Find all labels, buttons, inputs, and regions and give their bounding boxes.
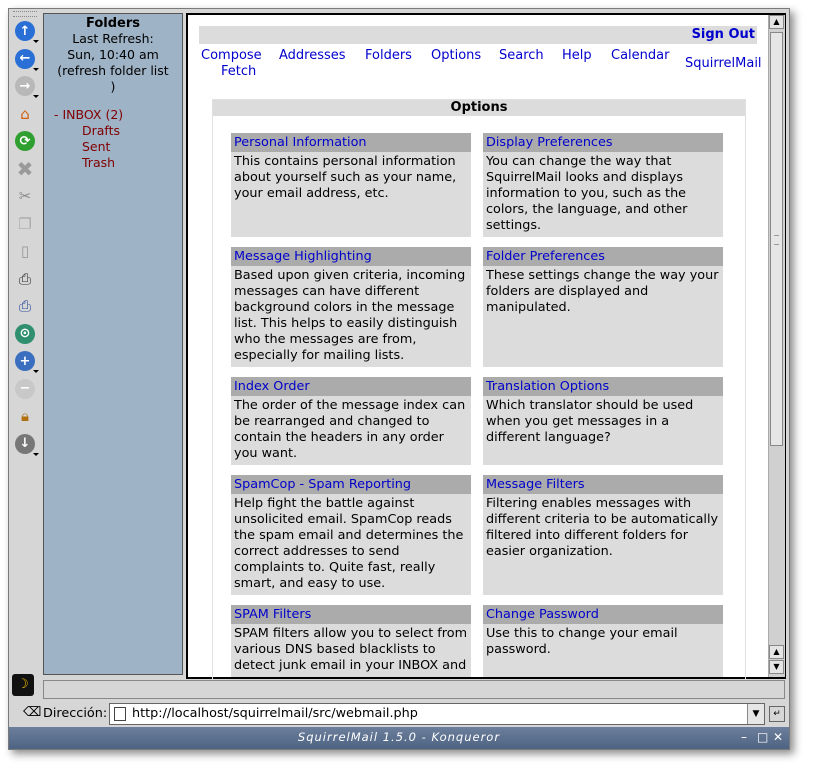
window-title: SquirrelMail 1.5.0 - Konqueror: [297, 730, 501, 744]
home-button[interactable]: [13, 102, 37, 126]
back-icon: ←: [15, 49, 35, 69]
folder-sent[interactable]: Sent: [82, 139, 111, 154]
folder-pane: [43, 13, 183, 675]
folder-list: [44, 107, 182, 171]
last-refresh-label: Last Refresh:: [72, 31, 154, 46]
scroll-thumb[interactable]: [770, 32, 783, 446]
vertical-toolbar: [11, 11, 39, 673]
up-button[interactable]: [13, 19, 37, 43]
option-card: [483, 605, 723, 677]
sign-out-link[interactable]: Sign Out: [691, 27, 755, 42]
zoom-view-button[interactable]: [13, 322, 37, 346]
option-link[interactable]: Message Filters: [483, 475, 723, 494]
option-description: Filtering enables messages with different criteria to be automatically filtered into different folders for easier organization.: [486, 496, 719, 559]
option-card: [483, 247, 723, 367]
window-titlebar: [9, 727, 789, 749]
status-bar: [43, 680, 785, 699]
stop-button[interactable]: [13, 157, 37, 181]
paste-button[interactable]: [13, 239, 37, 263]
url-input[interactable]: [109, 703, 765, 725]
option-description: This contains personal information about yourself such as your name, your email address, etc.: [234, 154, 457, 201]
zoom-out-icon: −: [15, 379, 35, 399]
option-link[interactable]: SPAM Filters: [231, 605, 471, 624]
print-frame-icon: ⎙: [18, 297, 31, 315]
option-card: [483, 475, 723, 595]
location-label: Dirección:: [43, 706, 108, 721]
url-text[interactable]: http://localhost/squirrelmail/src/webmail.php: [132, 706, 418, 721]
last-refresh-time: Sun, 10:40 am: [67, 47, 159, 62]
option-card: [231, 133, 471, 237]
option-link[interactable]: Change Password: [483, 605, 723, 624]
nav-addresses[interactable]: Addresses: [279, 48, 346, 63]
option-card: [483, 377, 723, 465]
scroll-up-button[interactable]: ▲: [769, 15, 784, 29]
copy-icon: ❐: [18, 214, 32, 233]
option-card: [231, 247, 471, 367]
refresh-folder-list-link-end[interactable]: ): [110, 79, 116, 94]
options-title: Options: [213, 100, 745, 116]
print-icon: ⎙: [18, 269, 31, 288]
option-card: [483, 133, 723, 237]
paste-icon: ▯: [20, 242, 30, 260]
stop-icon: ✖: [16, 156, 34, 181]
folders-title: Folders: [85, 16, 140, 31]
print-frame-button[interactable]: [13, 294, 37, 318]
close-icon[interactable]: ✕: [773, 730, 784, 744]
option-description: Based upon given criteria, incoming messages can have different background colors in the message list. This helps to easily distinguish who the messages are from, especially for mailing lists.: [234, 268, 466, 363]
header-bar: [199, 26, 757, 44]
nav-fetch[interactable]: Fetch: [221, 64, 257, 79]
option-description: Use this to change your email password.: [486, 626, 678, 657]
folder-drafts[interactable]: Drafts: [82, 123, 121, 138]
go-icon[interactable]: ↵: [769, 706, 785, 722]
option-description: The order of the message index can be rearranged and changed to contain the headers in any order you want.: [234, 398, 466, 461]
copy-button[interactable]: [13, 212, 37, 236]
nav-help[interactable]: Help: [562, 48, 592, 63]
scroll-down-button[interactable]: ▼: [769, 660, 784, 674]
page-icon: [114, 707, 126, 721]
download-button[interactable]: [13, 432, 37, 456]
zoom-view-icon: ⊙: [15, 324, 35, 344]
back-button[interactable]: [13, 47, 37, 71]
location-bar: [9, 702, 789, 726]
nav-search[interactable]: Search: [499, 48, 544, 63]
forward-button[interactable]: [13, 74, 37, 98]
refresh-folder-list-link[interactable]: (refresh folder list: [57, 63, 169, 78]
option-link[interactable]: SpamCop - Spam Reporting: [231, 475, 471, 494]
option-card: [231, 475, 471, 595]
squirrelmail-link[interactable]: SquirrelMail: [685, 56, 762, 71]
option-link[interactable]: Folder Preferences: [483, 247, 723, 266]
cut-button[interactable]: [13, 184, 37, 208]
cut-icon: ✂: [18, 187, 32, 205]
option-description: Which translator should be used when you get messages in a different language?: [486, 398, 694, 445]
main-frame: [186, 13, 786, 679]
reload-icon: ⟳: [15, 131, 35, 151]
chevron-down-icon[interactable]: ▼: [747, 704, 764, 724]
option-link[interactable]: Index Order: [231, 377, 471, 396]
nav-calendar[interactable]: Calendar: [611, 48, 670, 63]
browser-window: [8, 8, 790, 750]
nav-options[interactable]: Options: [431, 48, 482, 63]
toolbar-grip[interactable]: [13, 11, 37, 17]
folder-trash[interactable]: Trash: [82, 155, 116, 170]
clear-location-icon[interactable]: ⌫: [23, 705, 42, 720]
option-link[interactable]: Display Preferences: [483, 133, 723, 152]
maximize-icon[interactable]: □: [757, 730, 769, 744]
zoom-in-icon: +: [15, 351, 35, 371]
download-icon: ↓: [15, 434, 35, 454]
option-link[interactable]: Translation Options: [483, 377, 723, 396]
option-description: You can change the way that SquirrelMail looks and displays information to you, such as the colors, the language, and other settings.: [486, 154, 688, 233]
option-description: SPAM filters allow you to select from various DNS based blacklists to detect junk email in your INBOX and: [234, 626, 468, 673]
home-icon: ⌂: [20, 104, 30, 123]
folder-inbox[interactable]: - INBOX (2): [54, 107, 124, 122]
option-link[interactable]: Personal Information: [231, 133, 471, 152]
activity-indicator-icon: ☽: [12, 674, 34, 696]
minimize-icon[interactable]: –: [741, 730, 747, 744]
option-link[interactable]: Message Highlighting: [231, 247, 471, 266]
zoom-out-button[interactable]: [13, 377, 37, 401]
reload-button[interactable]: [13, 129, 37, 153]
zoom-in-button[interactable]: [13, 349, 37, 373]
print-button[interactable]: [13, 267, 37, 291]
nav-folders[interactable]: Folders: [365, 48, 412, 63]
option-description: Help fight the battle against unsolicited email. SpamCop reads the spam email and determines the correct addresses to send complaints to. Quite fast, really smart, and easy to use.: [234, 496, 464, 591]
security-button[interactable]: [13, 404, 37, 428]
option-card: [231, 605, 471, 677]
security-icon: 🔒︎: [21, 407, 29, 425]
option-description: These settings change the way your folders are displayed and manipulated.: [486, 268, 719, 315]
scroll-up-button-lower[interactable]: ▲: [769, 645, 784, 659]
option-card: [231, 377, 471, 465]
forward-icon: →: [15, 76, 35, 96]
vertical-scrollbar[interactable]: [768, 15, 785, 677]
nav-compose[interactable]: Compose: [201, 48, 262, 63]
up-icon: ↑: [15, 21, 35, 41]
